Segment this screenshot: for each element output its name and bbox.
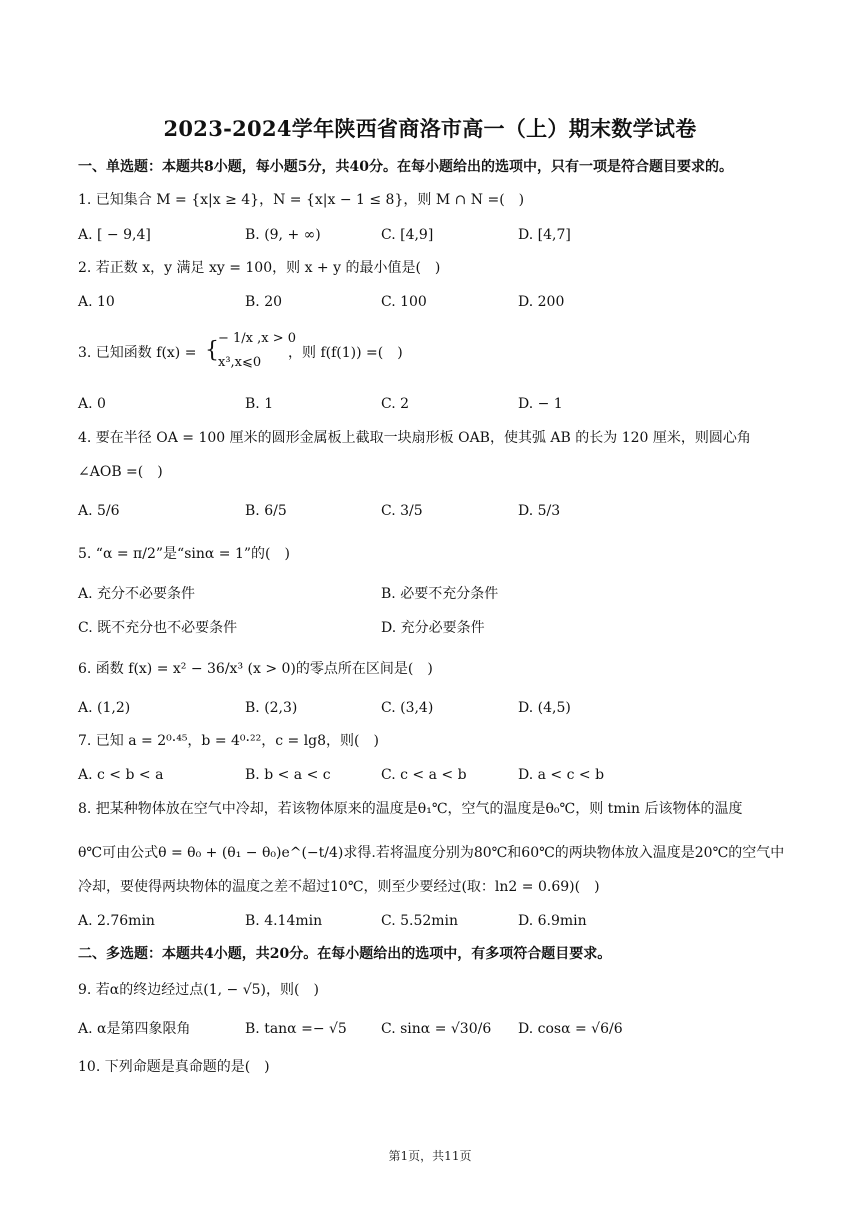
piecewise-brace: { <box>205 338 219 363</box>
q6-option-c: C. (3,4) <box>381 700 434 716</box>
section-multiple-choice: 二、多选题：本题共4小题，共20分。在每小题给出的选项中，有多项符合题目要求。 <box>78 946 612 962</box>
q8-option-c: C. 5.52min <box>381 913 459 929</box>
question-4-line-1: 4. 要在半径 OA = 100 厘米的圆形金属板上截取一块扇形板 OAB，使其弧 AB 的长为 120 厘米，则圆心角 <box>78 430 751 446</box>
question-7: 7. 已知 a = 2⁰·⁴⁵，b = 4⁰·²²，c = lg8，则( ) <box>78 733 379 749</box>
q3-option-a: A. 0 <box>78 396 106 412</box>
q4-option-c: C. 3/5 <box>381 503 423 519</box>
question-2: 2. 若正数 x，y 满足 xy = 100，则 x + y 的最小值是( ) <box>78 260 441 276</box>
q2-option-c: C. 100 <box>381 294 427 310</box>
q6-option-b: B. (2,3) <box>245 700 298 716</box>
section-single-choice: 一、单选题：本题共8小题，每小题5分，共40分。在每小题给出的选项中，只有一项是符合题目要求的。 <box>78 159 733 175</box>
q8-option-b: B. 4.14min <box>245 913 323 929</box>
question-1: 1. 已知集合 M = {x|x ≥ 4}，N = {x|x − 1 ≤ 8}，则 M ∩ N =( ) <box>78 192 525 208</box>
q8-option-d: D. 6.9min <box>518 913 587 929</box>
q9-option-a: A. α是第四象限角 <box>78 1021 191 1037</box>
question-8-line-3: 冷却，要使得两块物体的温度之差不超过10℃，则至少要经过(取：ln2 = 0.69)( ) <box>78 879 600 895</box>
q4-option-b: B. 6/5 <box>245 503 287 519</box>
question-5: 5. “α = π/2”是“sinα = 1”的( ) <box>78 546 290 562</box>
q4-option-a: A. 5/6 <box>78 503 120 519</box>
q9-option-b: B. tanα =− √5 <box>245 1021 347 1037</box>
page-title: 2023-2024学年陕西省商洛市高一（上）期末数学试卷 <box>163 116 697 141</box>
q9-option-c: C. sinα = √30/6 <box>381 1021 492 1037</box>
q1-option-b: B. (9, + ∞) <box>245 227 321 243</box>
q1-option-c: C. [4,9] <box>381 227 434 243</box>
page-footer: 第1页，共11页 <box>388 1149 472 1163</box>
q2-option-a: A. 10 <box>78 294 115 310</box>
q5-option-a: A. 充分不必要条件 <box>78 586 196 602</box>
q7-option-a: A. c < b < a <box>78 767 164 783</box>
q8-option-a: A. 2.76min <box>78 913 155 929</box>
question-9: 9. 若α的终边经过点(1, − √5)，则( ) <box>78 982 319 998</box>
q7-option-d: D. a < c < b <box>518 767 605 783</box>
q7-option-b: B. b < a < c <box>245 767 331 783</box>
q7-option-c: C. c < a < b <box>381 767 467 783</box>
q6-option-a: A. (1,2) <box>78 700 131 716</box>
q5-option-b: B. 必要不充分条件 <box>381 586 499 602</box>
piecewise-case-2: x³,x⩽0 <box>218 355 262 370</box>
q3-option-b: B. 1 <box>245 396 274 412</box>
q1-option-d: D. [4,7] <box>518 227 571 243</box>
q3-option-d: D. − 1 <box>518 396 563 412</box>
q4-option-d: D. 5/3 <box>518 503 561 519</box>
question-3-prefix: 3. 已知函数 f(x) = <box>78 345 197 361</box>
question-10: 10. 下列命题是真命题的是( ) <box>78 1059 270 1075</box>
question-6: 6. 函数 f(x) = x² − 36/x³ (x > 0)的零点所在区间是( ) <box>78 661 433 677</box>
q5-option-c: C. 既不充分也不必要条件 <box>78 620 238 636</box>
question-4-line-2: ∠AOB =( ) <box>78 464 163 480</box>
q6-option-d: D. (4,5) <box>518 700 571 716</box>
question-3-suffix: ，则 f(f(1)) =( ) <box>288 345 403 361</box>
question-8-line-1: 8. 把某种物体放在空气中冷却，若该物体原来的温度是θ₁℃，空气的温度是θ₀℃，则 tmin 后该物体的温度 <box>78 801 743 817</box>
q1-option-a: A. [ − 9,4] <box>78 227 151 243</box>
question-8-line-2: θ℃可由公式θ = θ₀ + (θ₁ − θ₀)e^(−t/4)求得.若将温度分别为80℃和60℃的两块物体放入温度是20℃的空气中 <box>78 845 785 861</box>
q5-option-d: D. 充分必要条件 <box>381 620 485 636</box>
q2-option-b: B. 20 <box>245 294 283 310</box>
q3-option-c: C. 2 <box>381 396 410 412</box>
q2-option-d: D. 200 <box>518 294 565 310</box>
q9-option-d: D. cosα = √6/6 <box>518 1021 623 1037</box>
piecewise-case-1: − 1/x ,x > 0 <box>218 331 297 346</box>
